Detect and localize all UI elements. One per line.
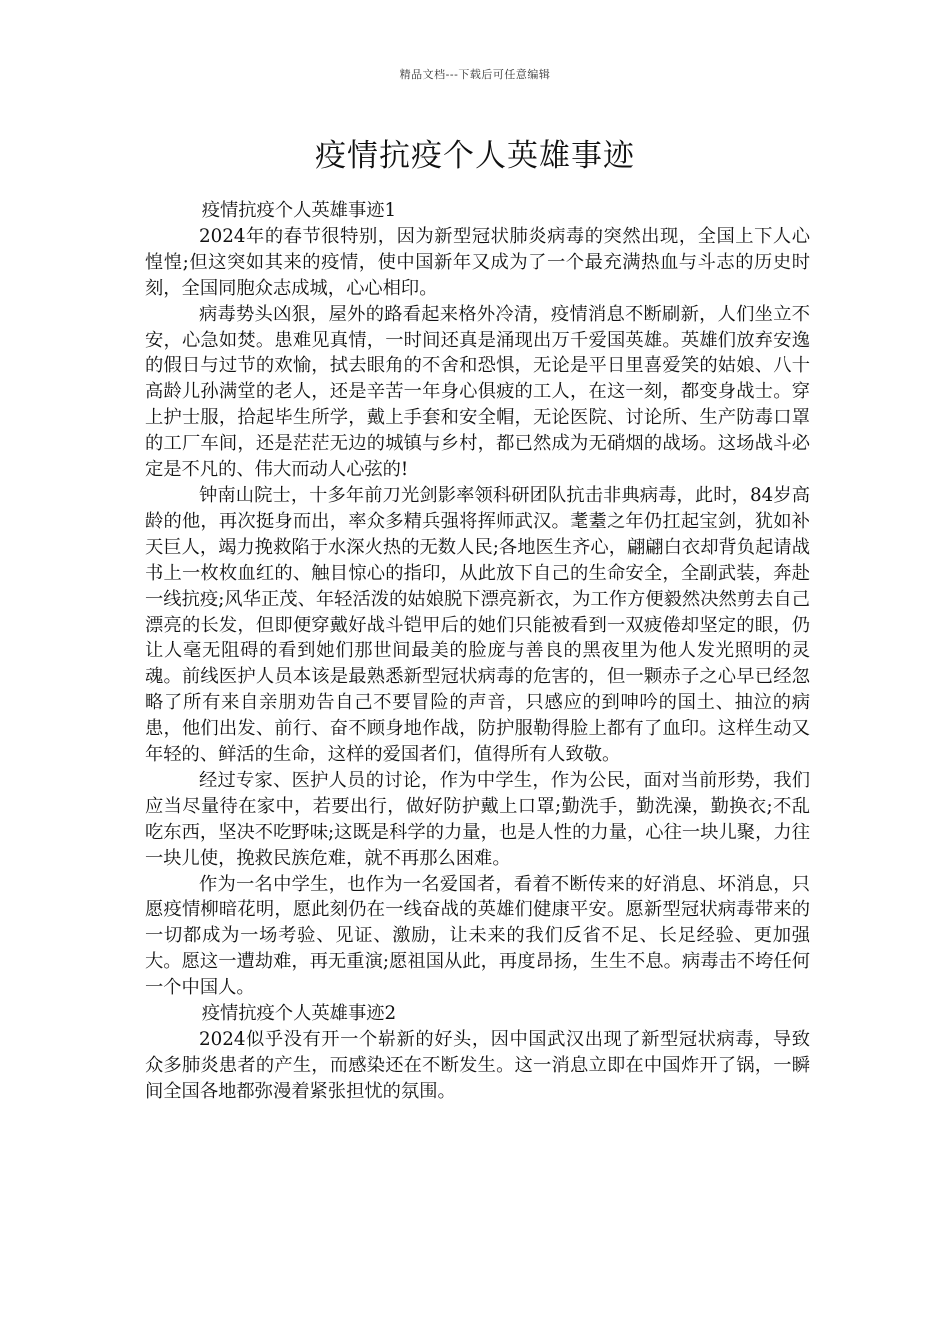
paragraph-precautions: 经过专家、医护人员的讨论，作为中学生，作为公民，面对当前形势，我们应当尽量待在家中，若要出行，做好防护戴上口罩;勤洗手，勤洗澡，勤换衣;不乱吃东西，坚决不吃野味;这既是科学的力量，也是人性的力量，心往一块儿聚，力往一块儿使，挽救民族危难，就不再那么困难。 xyxy=(145,769,810,869)
paragraph-spring-festival: 2024年的春节很特别，因为新型冠状肺炎病毒的突然出现，全国上下人心惶惶;但这突如其来的疫情，使中国新年又成为了一个最充满热血与斗志的历史时刻，全国同胞众志成城，心心相印。 xyxy=(145,225,810,299)
paragraph-student-wishes: 作为一名中学生，也作为一名爱国者，看着不断传来的好消息、坏消息，只愿疫情柳暗花明，愿此刻仍在一线奋战的英雄们健康平安。愿新型冠状病毒带来的一切都成为一场考验、见证、激励，让未来的我们反省不足、长足经验、更加强大。愿这一遭劫难，再无重演;愿祖国从此，再度昂扬，生生不息。病毒击不垮任何一个中国人。 xyxy=(145,873,810,999)
header-note: 精品文档---下载后可任意编辑 xyxy=(399,68,551,81)
document-title: 疫情抗疫个人英雄事迹 xyxy=(315,138,635,174)
paragraph-zhong-nanshan: 钟南山院士，十多年前刀光剑影率领科研团队抗击非典病毒，此时，84岁高龄的他，再次挺身而出，率众多精兵强将挥师武汉。耄耋之年仍扛起宝剑，犹如补天巨人，竭力挽救陷于水深火热的无数人民;各地医生齐心，翩翩白衣却背负起请战书上一枚枚血红的、触目惊心的指印，从此放下自己的生命安全，全副武装，奔赴一线抗疫;风华正茂、年轻活泼的姑娘脱下漂亮新衣，为工作方便毅然决然剪去自己漂亮的长发，但即便穿戴好战斗铠甲后的她们只能被看到一双疲倦却坚定的眼，仍让人毫无阻碍的看到她们那世间最美的脸庞与善良的黑夜里为他人发光照明的灵魂。前线医护人员本该是最熟悉新型冠状病毒的危害的，但一颗赤子之心早已经忽略了所有来自亲朋劝告自己不要冒险的声音，只感应的到呻吟的国土、抽泣的病患，他们出发、前行、奋不顾身地作战，防护服勒得脸上都有了血印。这样生动又年轻的、鲜活的生命，这样的爱国者们，值得所有人致敬。 xyxy=(145,484,810,766)
section-heading-1: 疫情抗疫个人英雄事迹1 xyxy=(201,200,397,221)
paragraph-virus-spread: 病毒势头凶狠，屋外的路看起来格外冷清，疫情消息不断刷新，人们坐立不安，心急如焚。患难见真情，一时间还真是涌现出万千爱国英雄。英雄们放弃安逸的假日与过节的欢愉，拭去眼角的不舍和恐惧，无论是平日里喜爱笑的姑娘、八十高龄儿孙满堂的老人，还是辛苦一年身心俱疲的工人，在这一刻，都变身战士。穿上护士服，拾起毕生所学，戴上手套和安全帽，无论医院、讨论所、生产防毒口罩的工厂车间，还是茫茫无边的城镇与乡村，都已然成为无硝烟的战场。这场战斗必定是不凡的、伟大而动人心弦的! xyxy=(145,303,810,481)
section-heading-2: 疫情抗疫个人英雄事迹2 xyxy=(201,1003,397,1025)
document-body xyxy=(145,198,810,1105)
paragraph-wuhan-outbreak: 2024似乎没有开一个崭新的好头，因中国武汉出现了新型冠状病毒，导致众多肺炎患者的产生，而感染还在不断发生。这一消息立即在中国炸开了锅，一瞬间全国各地都弥漫着紧张担忧的氛围。 xyxy=(145,1029,810,1102)
